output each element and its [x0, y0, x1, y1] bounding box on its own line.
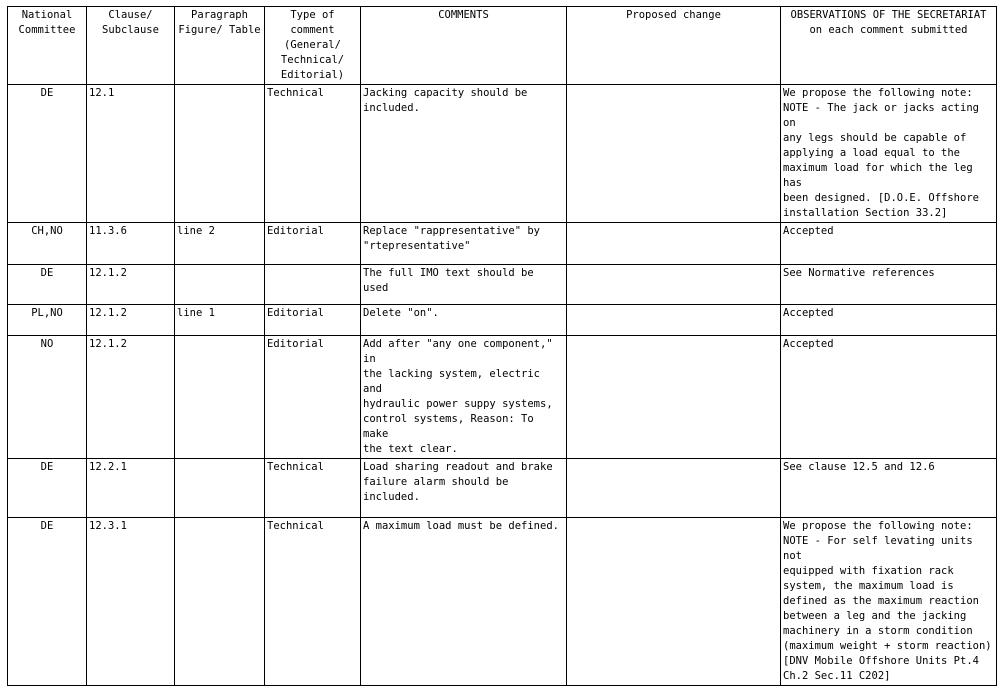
comment-cell: Replace "rappresentative" by "rtepresentative": [361, 223, 567, 265]
clause-cell: 12.2.1: [87, 459, 175, 518]
committee-cell: CH,NO: [8, 223, 87, 265]
clause-cell: 12.1: [87, 85, 175, 223]
committee-cell: DE: [8, 518, 87, 686]
paragraph-cell: [175, 459, 265, 518]
type-cell: Editorial: [265, 223, 361, 265]
comment-cell: A maximum load must be defined.: [361, 518, 567, 686]
type-cell: Technical: [265, 518, 361, 686]
proposed-change-cell: [567, 85, 781, 223]
comment-cell: Load sharing readout and brake failure alarm should be included.: [361, 459, 567, 518]
committee-cell: NO: [8, 336, 87, 459]
table-row: [8, 265, 997, 305]
comment-cell: Delete "on".: [361, 305, 567, 336]
comment-cell: Jacking capacity should be included.: [361, 85, 567, 223]
clause-cell: 12.3.1: [87, 518, 175, 686]
type-cell: Editorial: [265, 336, 361, 459]
type-cell: [265, 265, 361, 305]
committee-cell: DE: [8, 459, 87, 518]
committee-cell: DE: [8, 85, 87, 223]
type-cell: Editorial: [265, 305, 361, 336]
paragraph-cell: [175, 336, 265, 459]
committee-cell: PL,NO: [8, 305, 87, 336]
comments-table: [7, 6, 997, 686]
header-type: Type of comment (General/ Technical/ Editorial): [265, 7, 361, 85]
paragraph-cell: [175, 518, 265, 686]
header-proposed-change: Proposed change: [567, 7, 781, 85]
header-national-committee: National Committee: [8, 7, 87, 85]
paragraph-cell: line 1: [175, 305, 265, 336]
table-row: [8, 305, 997, 336]
observation-cell: Accepted: [781, 305, 997, 336]
proposed-change-cell: [567, 265, 781, 305]
header-observations: OBSERVATIONS OF THE SECRETARIAT on each comment submitted: [781, 7, 997, 85]
proposed-change-cell: [567, 459, 781, 518]
table-row: [8, 336, 997, 459]
header-clause: Clause/ Subclause: [87, 7, 175, 85]
committee-cell: DE: [8, 265, 87, 305]
type-cell: Technical: [265, 85, 361, 223]
table-row: [8, 459, 997, 518]
proposed-change-cell: [567, 518, 781, 686]
observation-cell: See Normative references: [781, 265, 997, 305]
table-row: [8, 518, 997, 686]
proposed-change-cell: [567, 223, 781, 265]
observation-cell: Accepted: [781, 223, 997, 265]
paragraph-cell: [175, 265, 265, 305]
header-paragraph: Paragraph Figure/ Table: [175, 7, 265, 85]
paragraph-cell: [175, 85, 265, 223]
clause-cell: 12.1.2: [87, 265, 175, 305]
observation-cell: See clause 12.5 and 12.6: [781, 459, 997, 518]
table-row: [8, 85, 997, 223]
table-header-row: [8, 7, 997, 85]
paragraph-cell: line 2: [175, 223, 265, 265]
table-row: [8, 223, 997, 265]
observation-cell: We propose the following note: NOTE - The jack or jacks acting on any legs should be capable of applying a load equal to the maximum load for which the leg has been designed. [D.O.E. Offshore installation Section 33.2]: [781, 85, 997, 223]
clause-cell: 12.1.2: [87, 336, 175, 459]
type-cell: Technical: [265, 459, 361, 518]
clause-cell: 12.1.2: [87, 305, 175, 336]
comment-cell: The full IMO text should be used: [361, 265, 567, 305]
proposed-change-cell: [567, 305, 781, 336]
comment-cell: Add after "any one component," in the lacking system, electric and hydraulic power suppy systems, control systems, Reason: To make the text clear.: [361, 336, 567, 459]
observation-cell: We propose the following note: NOTE - For self levating units not equipped with fixation rack system, the maximum load is defined as the maximum reaction between a leg and the jacking machinery in a storm condition (maximum weight + storm reaction) [DNV Mobile Offshore Units Pt.4 Ch.2 Sec.11 C202]: [781, 518, 997, 686]
header-comments: COMMENTS: [361, 7, 567, 85]
proposed-change-cell: [567, 336, 781, 459]
clause-cell: 11.3.6: [87, 223, 175, 265]
observation-cell: Accepted: [781, 336, 997, 459]
